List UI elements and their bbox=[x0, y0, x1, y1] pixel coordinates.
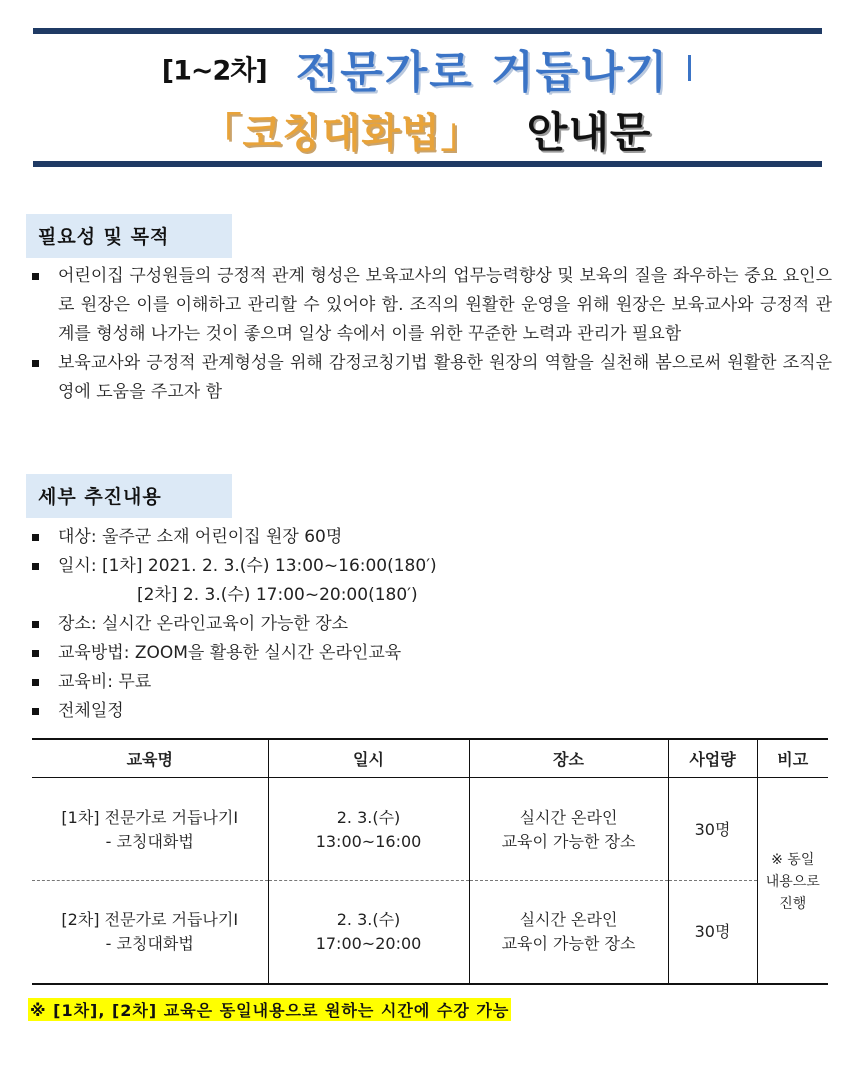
note-line1: ※ 동일 bbox=[771, 852, 815, 868]
row1-date-line1: 2. 3.(수) bbox=[336, 808, 401, 828]
purpose-bullet-2: 보육교사와 긍정적 관계형성을 위해 감정코칭기법 활용한 원장의 역할을 실천해 봄으로써 원활한 조직운영에 도움을 주고자 함 bbox=[32, 349, 832, 407]
row1-course-line1: [1차] 전문가로 거듭나기Ⅰ bbox=[61, 808, 239, 828]
row2-course-line2: - 코칭대화법 bbox=[105, 933, 194, 953]
title-prefix: [1~2차] bbox=[161, 55, 267, 87]
row2-date-line2: 17:00~20:00 bbox=[315, 933, 422, 953]
row1-place-line1: 실시간 온라인 bbox=[519, 808, 618, 828]
detail-schedule-label: 전체일정 bbox=[32, 697, 832, 726]
title-top-rule bbox=[33, 28, 822, 34]
row1-date bbox=[268, 781, 469, 880]
header-note: 비고 bbox=[757, 739, 828, 777]
detail-date-2: [2차] 2. 3.(수) 17:00~20:00(180′) bbox=[137, 585, 418, 605]
row2-amount: 30명 bbox=[668, 880, 757, 984]
purpose-list bbox=[32, 262, 832, 407]
detail-place: 장소: 실시간 온라인교육이 가능한 장소 bbox=[32, 610, 832, 639]
row2-place-line1: 실시간 온라인 bbox=[519, 909, 618, 929]
schedule-table bbox=[32, 738, 828, 985]
row2-course-line1: [2차] 전문가로 거듭나기Ⅰ bbox=[61, 909, 239, 929]
section-heading-purpose: 필요성 및 목적 bbox=[26, 214, 232, 258]
row2-course bbox=[32, 880, 268, 984]
header-amount: 사업량 bbox=[668, 739, 757, 777]
title-pipe-mark bbox=[688, 55, 691, 81]
details-list bbox=[32, 523, 832, 726]
title-line-2 bbox=[0, 100, 853, 160]
title-sub: 「코칭대화법」 bbox=[201, 110, 482, 157]
row1-date-line2: 13:00~16:00 bbox=[315, 832, 422, 852]
row2-place bbox=[469, 880, 668, 984]
note-cell bbox=[757, 781, 828, 984]
row2-date-line1: 2. 3.(수) bbox=[336, 909, 401, 929]
title-line-1 bbox=[0, 36, 853, 100]
footer-note-highlight: ※ [1차], [2차] 교육은 동일내용으로 원하는 시간에 수강 가능 bbox=[28, 998, 511, 1021]
title-bottom-rule bbox=[33, 161, 822, 167]
table-row bbox=[32, 781, 828, 880]
header-place: 장소 bbox=[469, 739, 668, 777]
row1-course-line2: - 코칭대화법 bbox=[105, 832, 194, 852]
note-line2: 내용으로 bbox=[765, 874, 820, 890]
header-date: 일시 bbox=[268, 739, 469, 777]
section-heading-details: 세부 추진내용 bbox=[26, 474, 232, 518]
table-row bbox=[32, 880, 828, 984]
detail-method: 교육방법: ZOOM을 활용한 실시간 온라인교육 bbox=[32, 639, 832, 668]
detail-date-1: 일시: [1차] 2021. 2. 3.(수) 13:00~16:00(180′) bbox=[32, 552, 832, 581]
note-line3: 진행 bbox=[779, 896, 807, 912]
header-course: 교육명 bbox=[32, 739, 268, 777]
row2-date bbox=[268, 880, 469, 984]
purpose-bullet-1: 어린이집 구성원들의 긍정적 관계 형성은 보육교사의 업무능력향상 및 보육의 질을 좌우하는 중요 요인으로 원장은 이를 이해하고 관리할 수 있어야 함. 조직의 원활한 운영을 위해 원장은 보육교사와 긍정적 관계를 형성해 나가는 것이 좋으며 일상 속에서 이를 위한 꾸준한 노력과 관리가 필요함 bbox=[32, 262, 832, 349]
row1-amount: 30명 bbox=[668, 781, 757, 880]
table-header-row bbox=[32, 739, 828, 777]
row1-course bbox=[32, 781, 268, 880]
title-suffix: 안내문 bbox=[526, 108, 652, 157]
row2-place-line2: 교육이 가능한 장소 bbox=[501, 933, 636, 953]
detail-target: 대상: 울주군 소재 어린이집 원장 60명 bbox=[32, 523, 832, 552]
title-main: 전문가로 거듭나기 bbox=[295, 47, 670, 98]
row1-place-line2: 교육이 가능한 장소 bbox=[501, 832, 636, 852]
row1-place bbox=[469, 781, 668, 880]
detail-fee: 교육비: 무료 bbox=[32, 668, 832, 697]
